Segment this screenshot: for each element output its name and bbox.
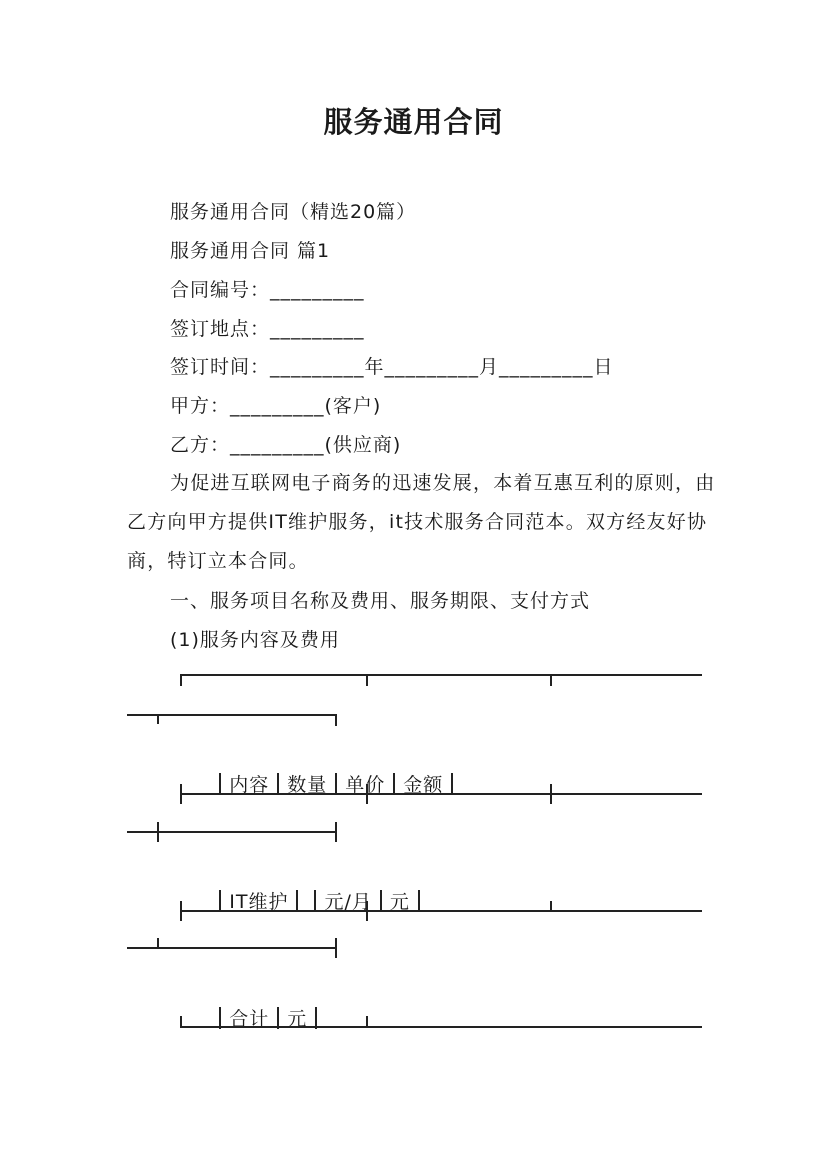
party-a-line: 甲方：_________(客户) (170, 395, 382, 417)
header-quantity: 数量 (287, 774, 328, 796)
subsection-heading: (1)服务内容及费用 (170, 629, 340, 651)
table-corner-tick (180, 674, 182, 686)
header-amount: 金额 (403, 774, 444, 796)
signing-place-line: 签订地点：_________ (170, 318, 365, 340)
table-tick (550, 784, 552, 804)
table-tick (335, 714, 337, 726)
table-bottom-rule (180, 1026, 702, 1028)
table-tick (157, 938, 159, 948)
table-tick (366, 674, 368, 686)
table-tick (180, 784, 182, 804)
cell-unit-price: 元/月 (324, 891, 372, 913)
table-separator (180, 910, 702, 912)
header-content: 内容 (229, 774, 270, 796)
table-tick (366, 784, 368, 804)
header-unit-price: 单价 (345, 774, 386, 796)
table-separator (180, 793, 702, 795)
cell-total: 合计 (229, 1008, 270, 1030)
intro-paragraph: 为促进互联网电子商务的迅速发展，本着互惠互利的原则，由乙方向甲方提供IT维护服务，it技术服务合同范本。双方经友好协商，特订立本合同。 (127, 472, 716, 572)
table-tick (366, 901, 368, 921)
table-tick (157, 714, 159, 724)
cell-it-maintenance: IT维护 (229, 891, 289, 913)
subtitle-line: 服务通用合同（精选20篇） (170, 201, 417, 223)
table-tick (550, 674, 552, 686)
table-row-total (177, 974, 325, 1064)
article-heading: 服务通用合同 篇1 (170, 240, 331, 262)
table-top-rule (180, 674, 702, 676)
table-tick (157, 822, 159, 842)
cell-total-amount: 元 (287, 1008, 308, 1030)
contract-number-line: 合同编号：_________ (170, 279, 365, 301)
signing-time-line: 签订时间：_________年_________月_________日 (170, 356, 614, 378)
table-tick (335, 822, 337, 842)
section-heading: 一、服务项目名称及费用、服务期限、支付方式 (170, 590, 591, 612)
table-header-row (177, 740, 461, 830)
table-tick (335, 938, 337, 958)
table-tick (550, 901, 552, 911)
table-tick (180, 901, 182, 921)
party-b-line: 乙方：_________(供应商) (170, 434, 402, 456)
table-tick (366, 1016, 368, 1027)
table-row-it (177, 857, 428, 947)
document-title: 服务通用合同 (323, 105, 504, 139)
table-corner-tick (180, 1016, 182, 1027)
cell-amount: 元 (389, 891, 410, 913)
